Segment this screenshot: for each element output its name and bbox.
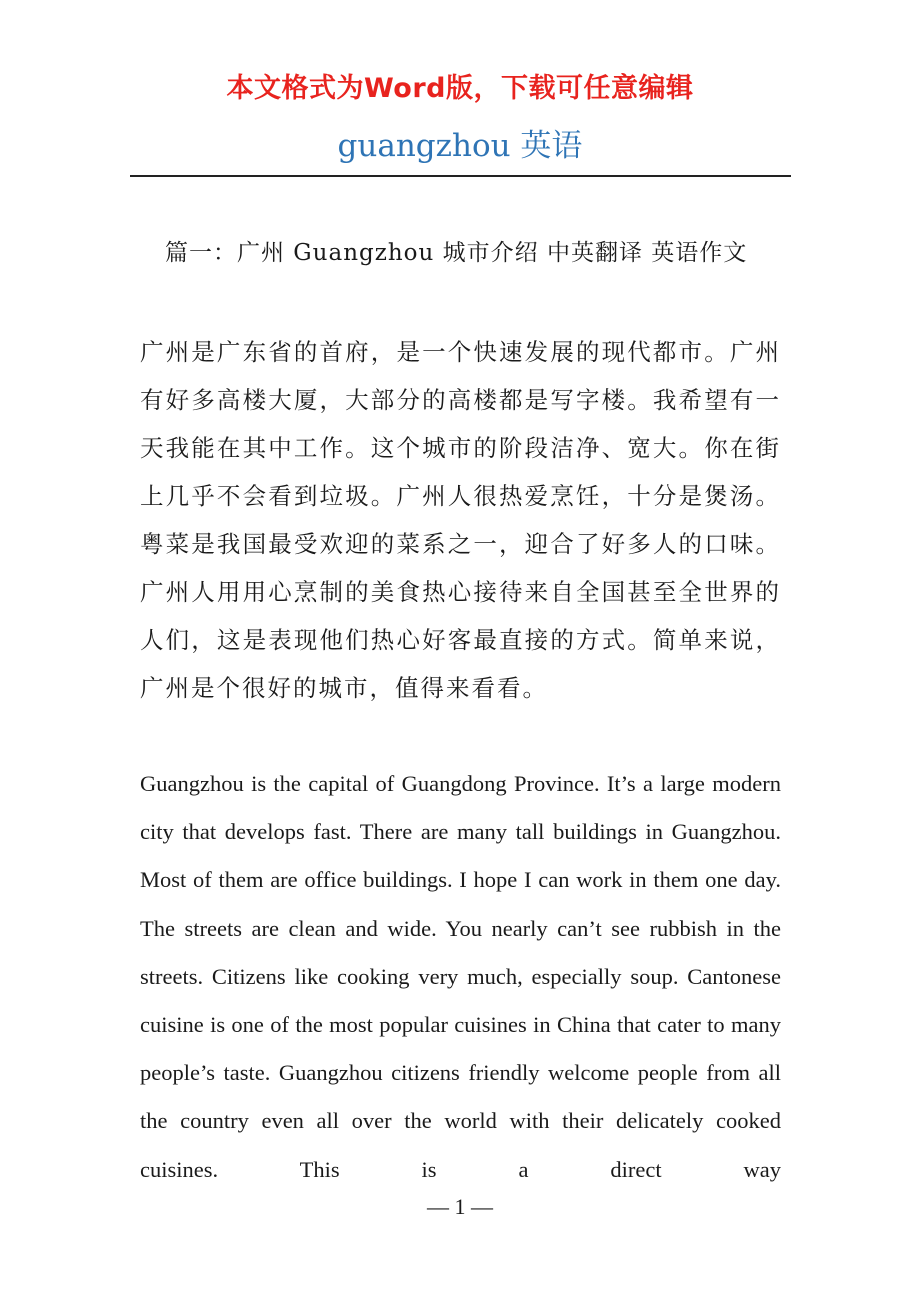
word-format-banner: 本文格式为Word版，下载可任意编辑 bbox=[226, 73, 694, 104]
page-number: — 1 — bbox=[427, 1194, 493, 1219]
document-title: guangzhou 英语 bbox=[337, 128, 583, 164]
english-paragraph: Guangzhou is the capital of Guangdong Province. It’s a large modern city that develops fast. There are many tall buildings in Guangzhou. Most of them are office buildings. I hope I can work in them one day. The streets are clean and wide. You nearly can’t see rubbish in the streets. Citizens like cooking very much, especially soup. Cantonese cuisine is one of the most popular cuisines in China that cater to many people’s taste. Guangzhou citizens friendly welcome people from all the country even all over the world with their delicately cooked cuisines. This is a direct way bbox=[140, 771, 781, 1182]
chinese-paragraph: 广州是广东省的首府，是一个快速发展的现代都市。广州有好多高楼大厦，大部分的高楼都是写字楼。我希望有一天我能在其中工作。这个城市的阶段洁净、宽大。你在街上几乎不会看到垃圾。广州人很热爱烹饪，十分是煲汤。粤菜是我国最受欢迎的菜系之一，迎合了好多人的口味。广州人用用心烹制的美食热心接待来自全国甚至全世界的人们，这是表现他们热心好客最直接的方式。简单来说，广州是个很好的城市，值得来看看。 bbox=[140, 338, 781, 702]
header-divider bbox=[130, 175, 791, 177]
section-heading: 篇一：广州 Guangzhou 城市介绍 中英翻译 英语作文 bbox=[165, 240, 748, 266]
